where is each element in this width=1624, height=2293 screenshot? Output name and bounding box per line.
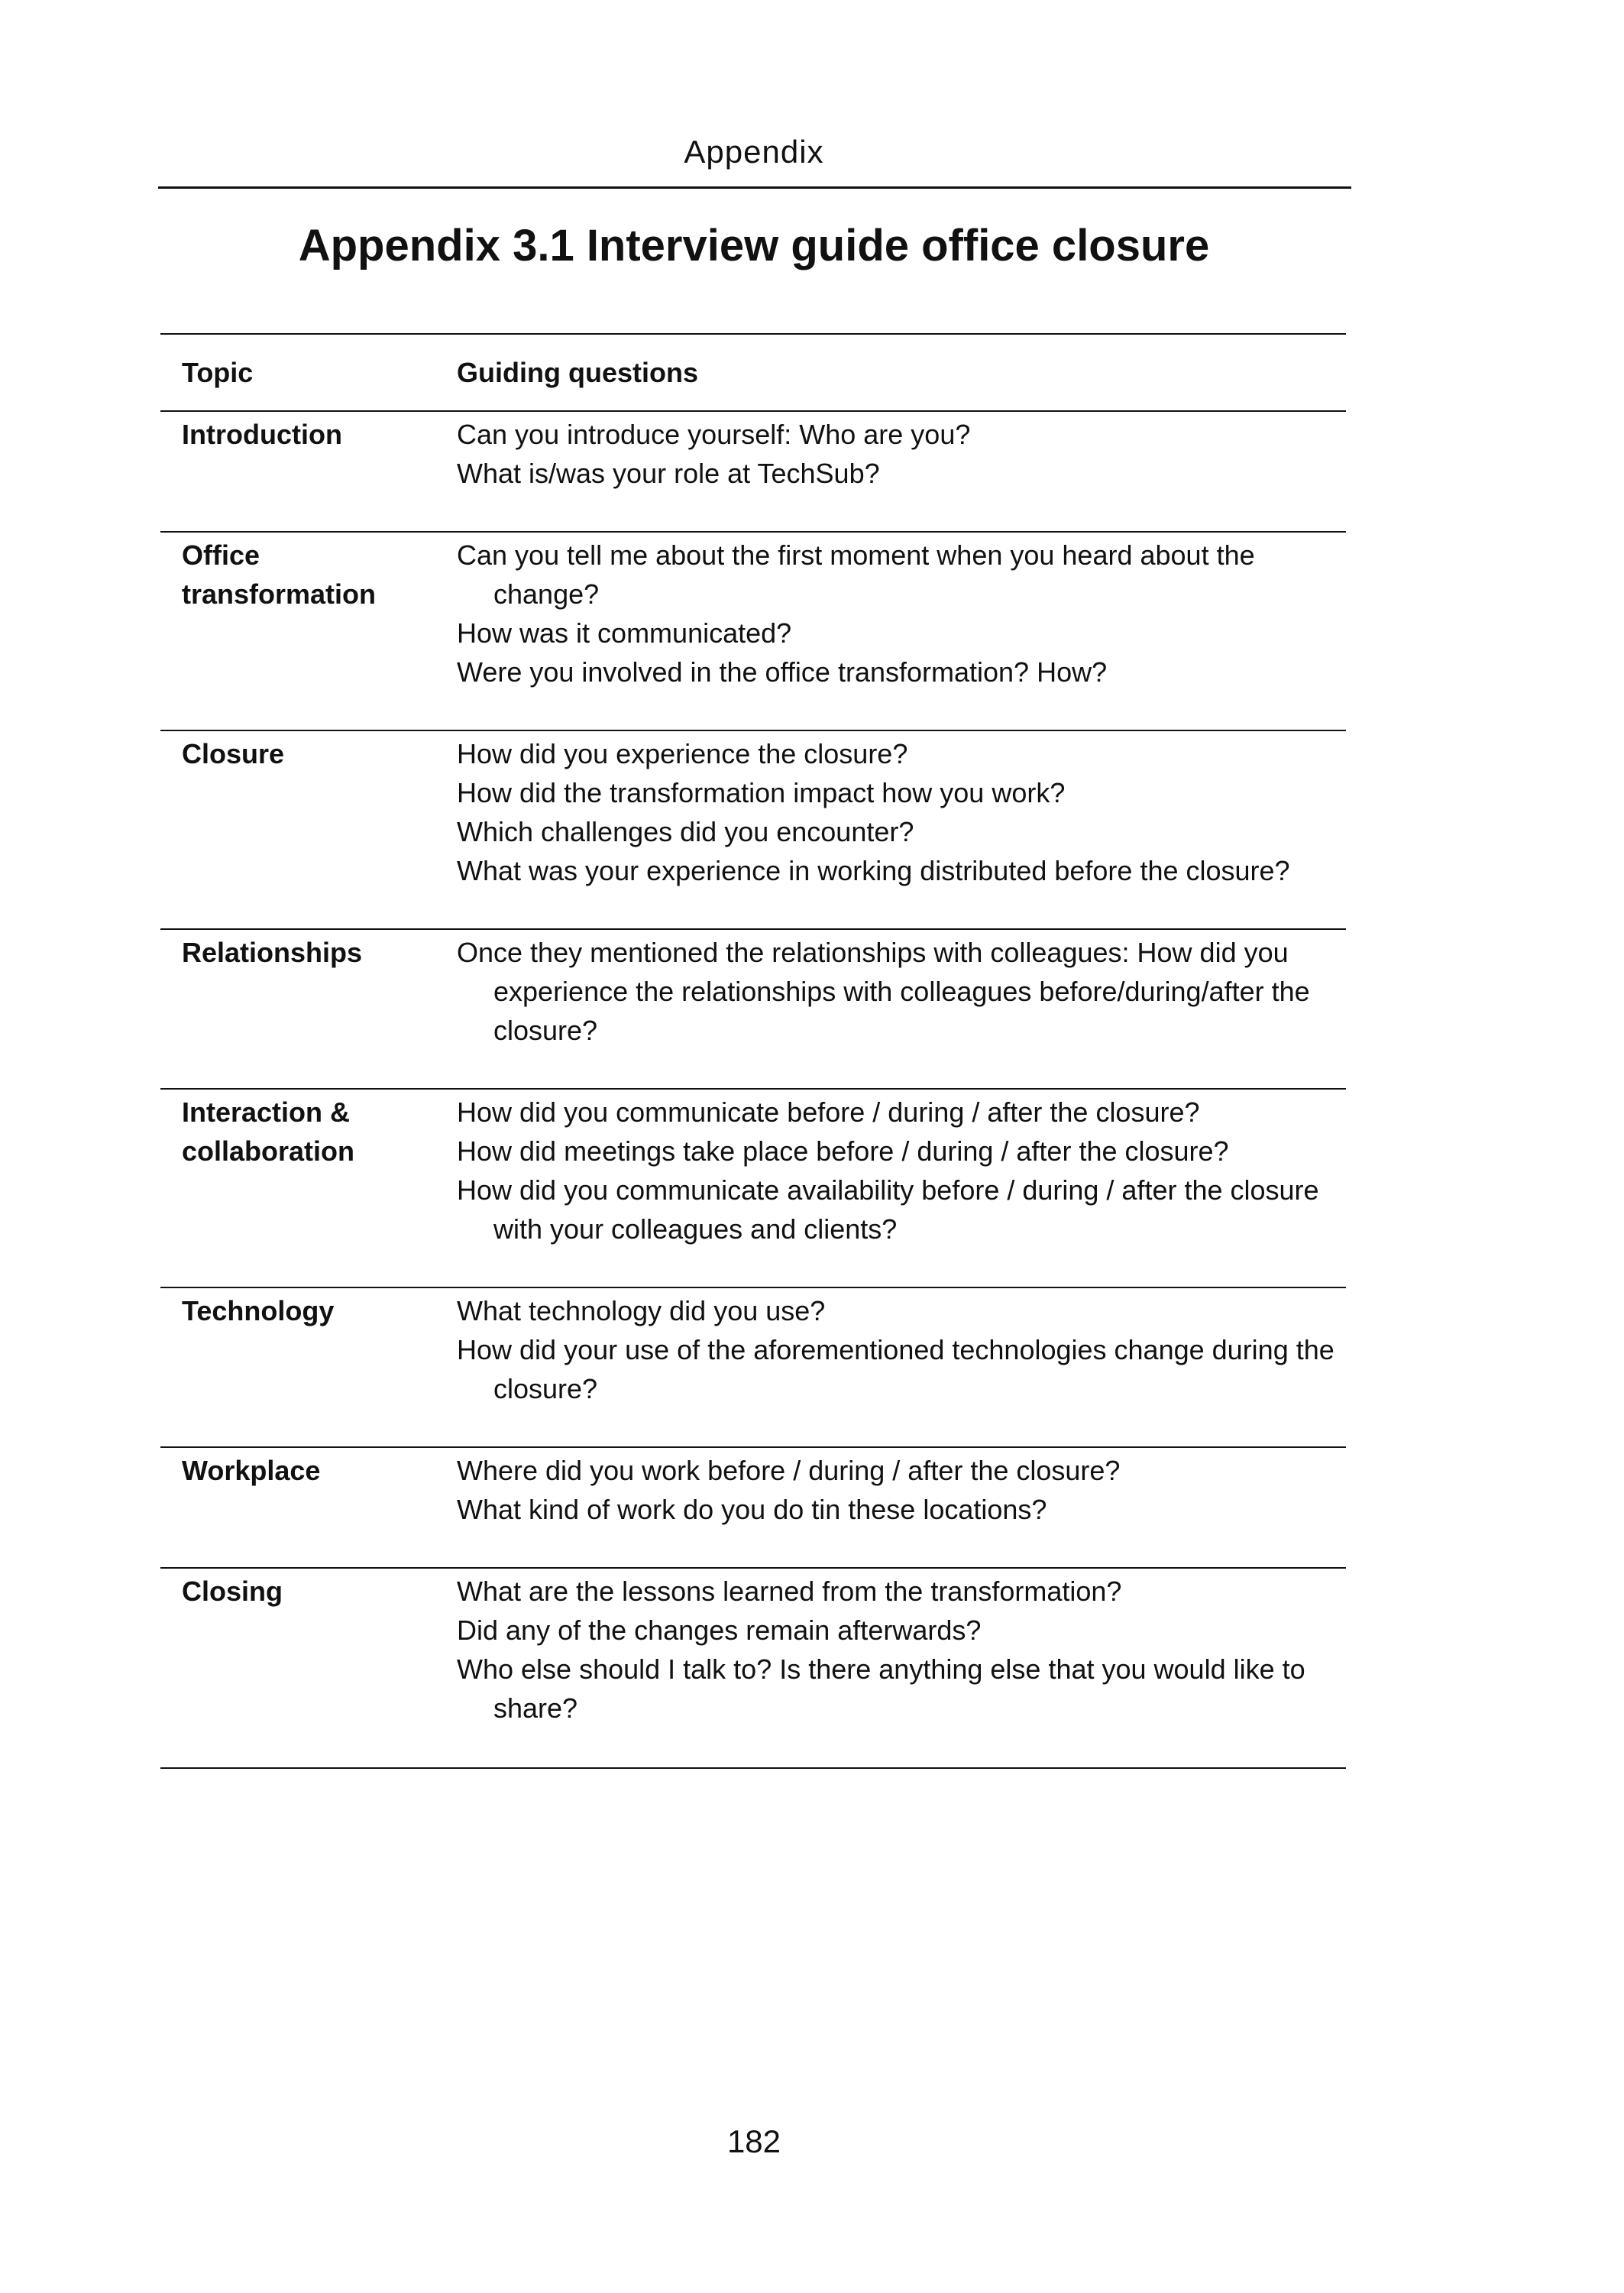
question-item: What kind of work do you do tin these locations?	[457, 1494, 1047, 1525]
table-body	[160, 411, 1346, 1768]
question-list	[457, 1291, 1346, 1408]
question-list	[457, 536, 1346, 691]
topic-cell: Technology	[160, 1287, 457, 1447]
column-header-topic: Topic	[160, 334, 457, 411]
table-row	[160, 1447, 1346, 1568]
question-item: Did any of the changes remain afterwards?	[457, 1614, 982, 1646]
questions-cell	[457, 730, 1346, 929]
question-item: What was your experience in working distributed before the closure?	[457, 855, 1290, 886]
table-row	[160, 1568, 1346, 1768]
question-list	[457, 734, 1346, 890]
questions-cell	[457, 929, 1346, 1089]
question-item: How did you communicate before / during / after the closure?	[457, 1096, 1200, 1128]
questions-cell	[457, 532, 1346, 730]
question-list	[457, 1572, 1346, 1728]
questions-cell	[457, 1568, 1346, 1768]
table-row	[160, 411, 1346, 532]
topic-cell: Workplace	[160, 1447, 457, 1568]
questions-cell	[457, 1447, 1346, 1568]
questions-cell	[457, 1287, 1346, 1447]
question-item: Can you tell me about the first moment when you heard about the change?	[457, 539, 1255, 610]
question-item: Can you introduce yourself: Who are you?	[457, 419, 971, 450]
question-item: How was it communicated?	[457, 617, 792, 649]
table-row	[160, 1287, 1346, 1447]
topic-cell: Office transformation	[160, 532, 457, 730]
question-item: Which challenges did you encounter?	[457, 816, 914, 847]
question-list	[457, 1451, 1346, 1529]
question-item: How did the transformation impact how you work?	[457, 777, 1066, 808]
questions-cell	[457, 411, 1346, 532]
header-rule	[158, 186, 1351, 189]
topic-cell: Closing	[160, 1568, 457, 1768]
question-item: How did meetings take place before / during / after the closure?	[457, 1135, 1229, 1167]
topic-cell: Relationships	[160, 929, 457, 1089]
question-item: How did you communicate availability before / during / after the closure with your colleagues and clients?	[457, 1174, 1319, 1245]
question-list	[457, 415, 1346, 493]
question-item: Were you involved in the office transformation? How?	[457, 656, 1108, 688]
question-item: How did your use of the aforementioned technologies change during the closure?	[457, 1334, 1334, 1404]
table-row	[160, 730, 1346, 929]
question-item: How did you experience the closure?	[457, 738, 908, 769]
question-item: What are the lessons learned from the transformation?	[457, 1576, 1122, 1607]
topic-cell: Closure	[160, 730, 457, 929]
column-header-guiding-questions: Guiding questions	[457, 334, 1346, 411]
topic-cell: Introduction	[182, 419, 342, 450]
question-item: Where did you work before / during / after the closure?	[457, 1455, 1121, 1486]
page-number: 182	[726, 2123, 781, 2159]
questions-cell	[457, 1089, 1346, 1287]
question-list	[457, 933, 1346, 1050]
running-header: Appendix	[684, 134, 824, 170]
interview-guide-table	[160, 333, 1346, 1769]
question-item: Who else should I talk to? Is there anything else that you would like to share?	[457, 1653, 1305, 1724]
question-item: Once they mentioned the relationships with colleagues: How did you experience the relationships with colleagues before/during/after the closure?	[457, 937, 1310, 1046]
page-title: Appendix 3.1 Interview guide office closure	[298, 221, 1210, 270]
table-row	[160, 929, 1346, 1089]
topic-cell: Interaction & collaboration	[160, 1089, 457, 1287]
question-item: What is/was your role at TechSub?	[457, 458, 880, 489]
question-item: What technology did you use?	[457, 1295, 826, 1326]
table-header-row	[160, 334, 1346, 411]
table-row	[160, 1089, 1346, 1287]
table-row	[160, 532, 1346, 730]
question-list	[457, 1093, 1346, 1249]
